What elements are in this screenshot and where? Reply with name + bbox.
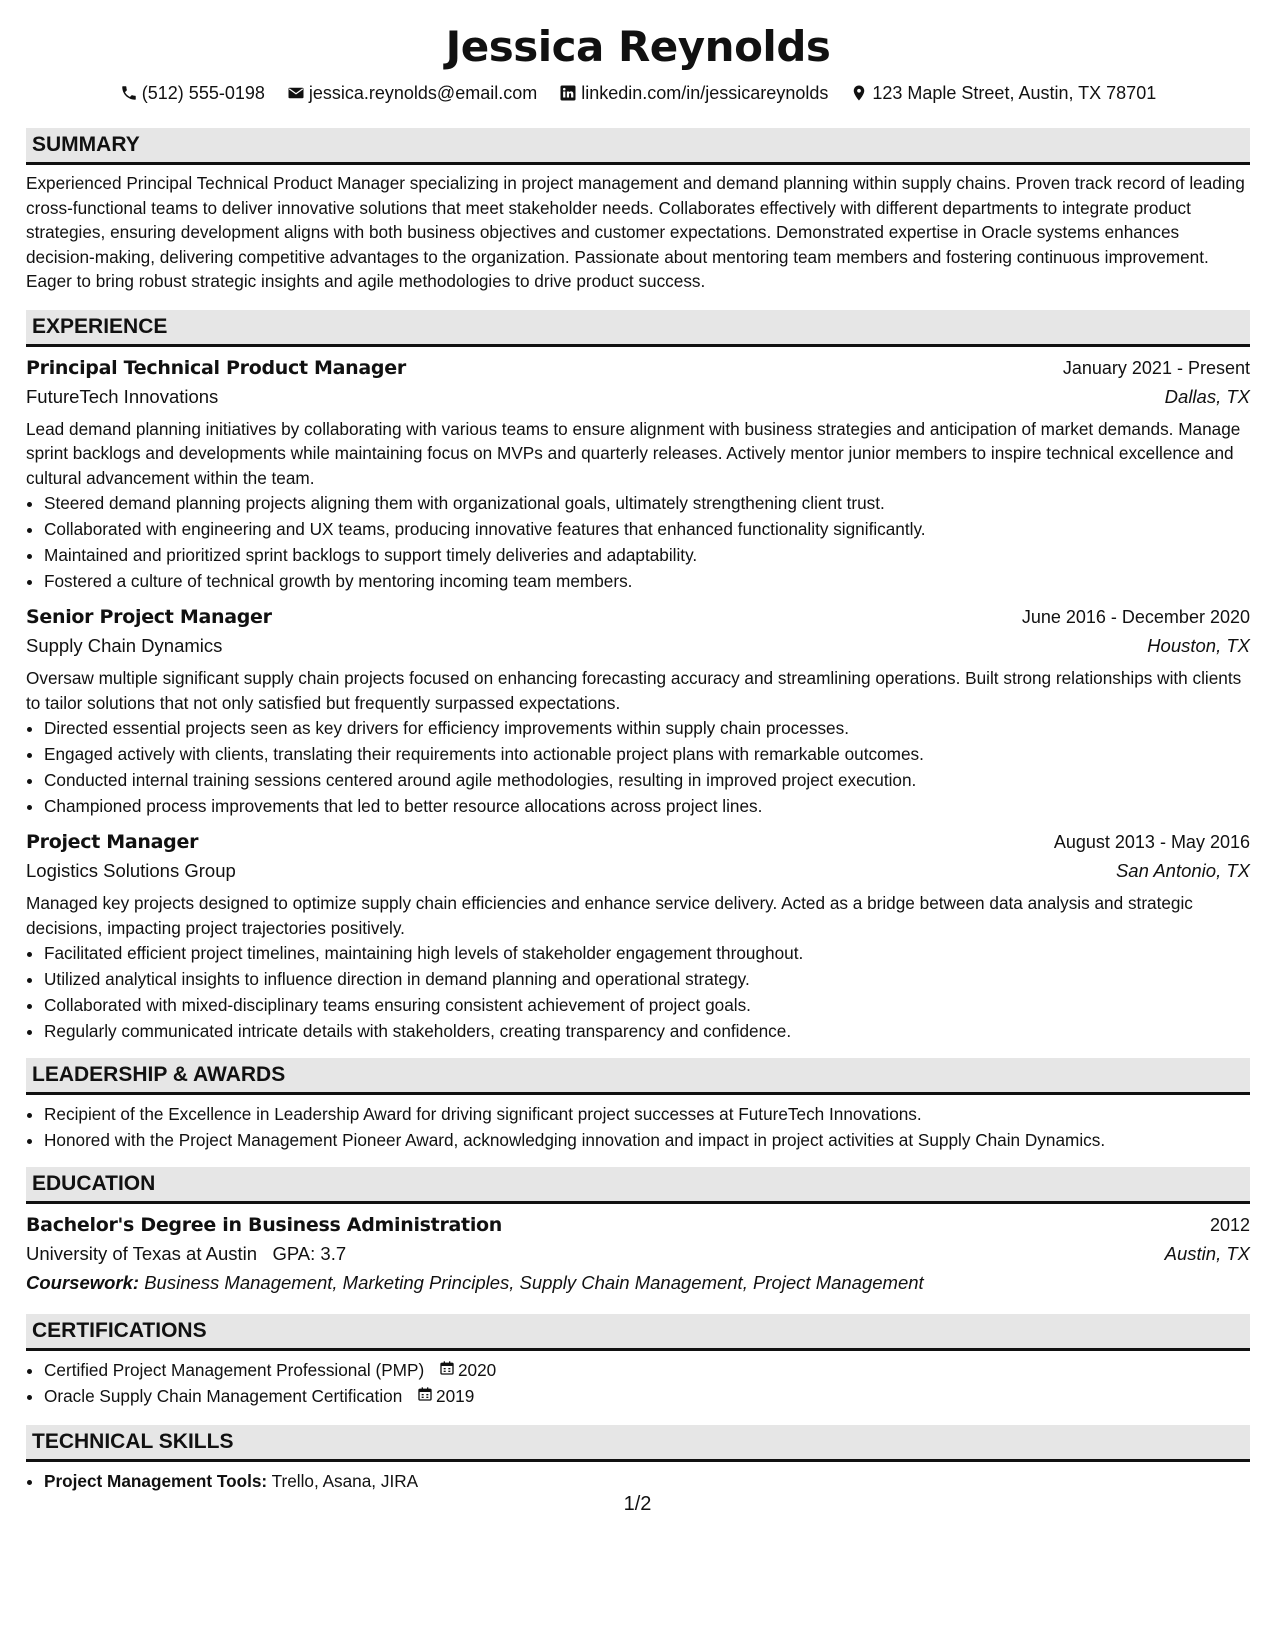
list-item: • Conducted internal training sessions centered around agile methodologies, resulting in improved project execution.	[44, 767, 1250, 793]
job-title: Senior Project Manager	[26, 606, 272, 628]
list-item: • Steered demand planning projects aligning them with organizational goals, ultimately strengthening client trust.	[44, 490, 1250, 516]
summary-section	[26, 128, 1250, 294]
list-item: • Maintained and prioritized sprint backlogs to support timely deliveries and adaptability.	[44, 542, 1250, 568]
contact-address	[850, 80, 1156, 106]
job-entry	[26, 602, 1250, 819]
education-section	[26, 1167, 1250, 1298]
coursework	[26, 1268, 1250, 1298]
job-dates: August 2013 - May 2016	[1053, 832, 1250, 852]
linkedin-text: linkedin.com/in/jessicareynolds	[581, 83, 829, 103]
list-item: • Collaborated with engineering and UX teams, producing innovative features that enhanced functionality significantly.	[44, 516, 1250, 542]
job-location: Houston, TX	[1147, 635, 1250, 656]
calendar-icon	[417, 1383, 433, 1409]
contact-phone	[120, 80, 265, 106]
list-item: • Utilized analytical insights to influence direction in demand planning and operational strategy.	[44, 966, 1250, 992]
graduation-year: 2012	[1209, 1215, 1250, 1235]
list-item: • Fostered a culture of technical growth by mentoring incoming team members.	[44, 568, 1250, 594]
list-item: • Collaborated with mixed-disciplinary teams ensuring consistent achievement of project goals.	[44, 992, 1250, 1018]
email-text: jessica.reynolds@email.com	[308, 83, 538, 103]
list-item: • Honored with the Project Management Pioneer Award, acknowledging innovation and impact in project activities at Supply Chain Dynamics.	[44, 1127, 1250, 1153]
list-item: • Recipient of the Excellence in Leadership Award for driving significant project successes at FutureTech Innovations.	[44, 1101, 1250, 1127]
contact-bar	[26, 80, 1250, 106]
job-description: Lead demand planning initiatives by collaborating with various teams to ensure alignment with business strategies and anticipation of market demands. Manage sprint backlogs and developments while maintaining focus on MVPs and quarterly releases. Actively mentor junior members to inspire technical excellence and cultural advancement within the team.	[26, 418, 1241, 488]
phone-icon	[120, 84, 138, 102]
section-heading-certifications: CERTIFICATIONS	[26, 1314, 1250, 1351]
school-location: Austin, TX	[1164, 1243, 1250, 1264]
job-location: Dallas, TX	[1164, 385, 1250, 407]
section-heading-education: EDUCATION	[26, 1167, 1250, 1204]
coursework-label: Coursework:	[26, 1272, 140, 1293]
job-title: Project Manager	[26, 831, 199, 853]
certification-name: Certified Project Management Professional (PMP)	[44, 1360, 425, 1380]
job-company: Supply Chain Dynamics	[26, 635, 223, 656]
certification-year: 2019	[436, 1386, 475, 1406]
job-bullets	[26, 490, 1250, 594]
address-text: 123 Maple Street, Austin, TX 78701	[872, 83, 1157, 103]
job-title: Principal Technical Product Manager	[26, 356, 406, 379]
section-heading-leadership: LEADERSHIP & AWARDS	[26, 1058, 1250, 1095]
job-entry	[26, 827, 1250, 1044]
job-description: Managed key projects designed to optimize supply chain efficiencies and enhance service delivery. Acted as a bridge between data analysis and strategic decisions, impacting project trajectories positively.	[26, 893, 1193, 938]
calendar-icon	[439, 1357, 455, 1383]
list-item: • Regularly communicated intricate details with stakeholders, creating transparency and confidence.	[44, 1018, 1250, 1044]
skills-section	[26, 1425, 1250, 1494]
skill-label: Project Management Tools:	[44, 1471, 268, 1491]
certification-name: Oracle Supply Chain Management Certification	[44, 1386, 403, 1406]
leadership-section	[26, 1058, 1250, 1153]
section-heading-skills: TECHNICAL SKILLS	[26, 1425, 1250, 1462]
gpa: GPA: 3.7	[272, 1243, 347, 1264]
coursework-list: Business Management, Marketing Principles, Supply Chain Management, Project Management	[144, 1272, 924, 1293]
envelope-icon	[287, 84, 305, 102]
section-heading-experience: EXPERIENCE	[26, 310, 1250, 347]
candidate-name: Jessica Reynolds	[445, 22, 831, 71]
certifications-list	[26, 1357, 1250, 1409]
map-pin-icon	[850, 84, 868, 102]
school-name: University of Texas at Austin	[26, 1243, 258, 1264]
skills-list	[26, 1468, 1250, 1494]
job-company: Logistics Solutions Group	[26, 860, 236, 881]
certifications-section	[26, 1314, 1250, 1409]
experience-section	[26, 310, 1250, 1045]
list-item: • Directed essential projects seen as key drivers for efficiency improvements within supply chain processes.	[44, 715, 1250, 741]
job-bullets	[26, 940, 1250, 1044]
resume-page	[26, 20, 1250, 1494]
job-bullets	[26, 715, 1250, 819]
job-dates: January 2021 - Present	[1062, 357, 1250, 378]
list-item	[44, 1383, 1250, 1409]
list-item: • Championed process improvements that led to better resource allocations across project lines.	[44, 793, 1250, 819]
job-company: FutureTech Innovations	[26, 385, 219, 407]
skill-value: Trello, Asana, JIRA	[271, 1471, 419, 1491]
contact-linkedin[interactable]	[559, 80, 828, 106]
page-number: 1/2	[623, 1493, 652, 1515]
list-item	[44, 1468, 1250, 1494]
list-item: • Facilitated efficient project timelines, maintaining high levels of stakeholder engagement throughout.	[44, 940, 1250, 966]
list-item	[44, 1357, 1250, 1383]
contact-email[interactable]	[287, 80, 537, 106]
linkedin-icon	[559, 84, 577, 102]
job-dates: June 2016 - December 2020	[1021, 607, 1250, 627]
degree-title: Bachelor's Degree in Business Administration	[26, 1214, 503, 1236]
job-location: San Antonio, TX	[1115, 860, 1250, 881]
list-item: • Engaged actively with clients, translating their requirements into actionable project plans with remarkable outcomes.	[44, 741, 1250, 767]
leadership-list	[26, 1101, 1250, 1153]
phone-text: (512) 555-0198	[141, 83, 265, 103]
summary-text: Experienced Principal Technical Product Manager specializing in project management and demand planning within supply chains. Proven track record of leading cross-functional teams to deliver innovative solutions that meet stakeholder needs. Collaborates effectively with different departments to integrate product strategies, ensuring development aligns with both business objectives and customer expectations. Demonstrated expertise in Oracle systems enhances decision-making, delivering competitive advantages to the organization. Passionate about mentoring team members and fostering continuous improvement. Eager to bring robust strategic insights and agile methodologies to drive product success.	[26, 173, 1245, 291]
section-heading-summary: SUMMARY	[26, 128, 1250, 165]
certification-year: 2020	[457, 1360, 497, 1380]
job-entry	[26, 353, 1250, 595]
job-description: Oversaw multiple significant supply chain projects focused on enhancing forecasting accuracy and streamlining operations. Built strong relationships with clients to tailor solutions that not only satisfied but frequently surpassed expectations.	[26, 668, 1242, 713]
